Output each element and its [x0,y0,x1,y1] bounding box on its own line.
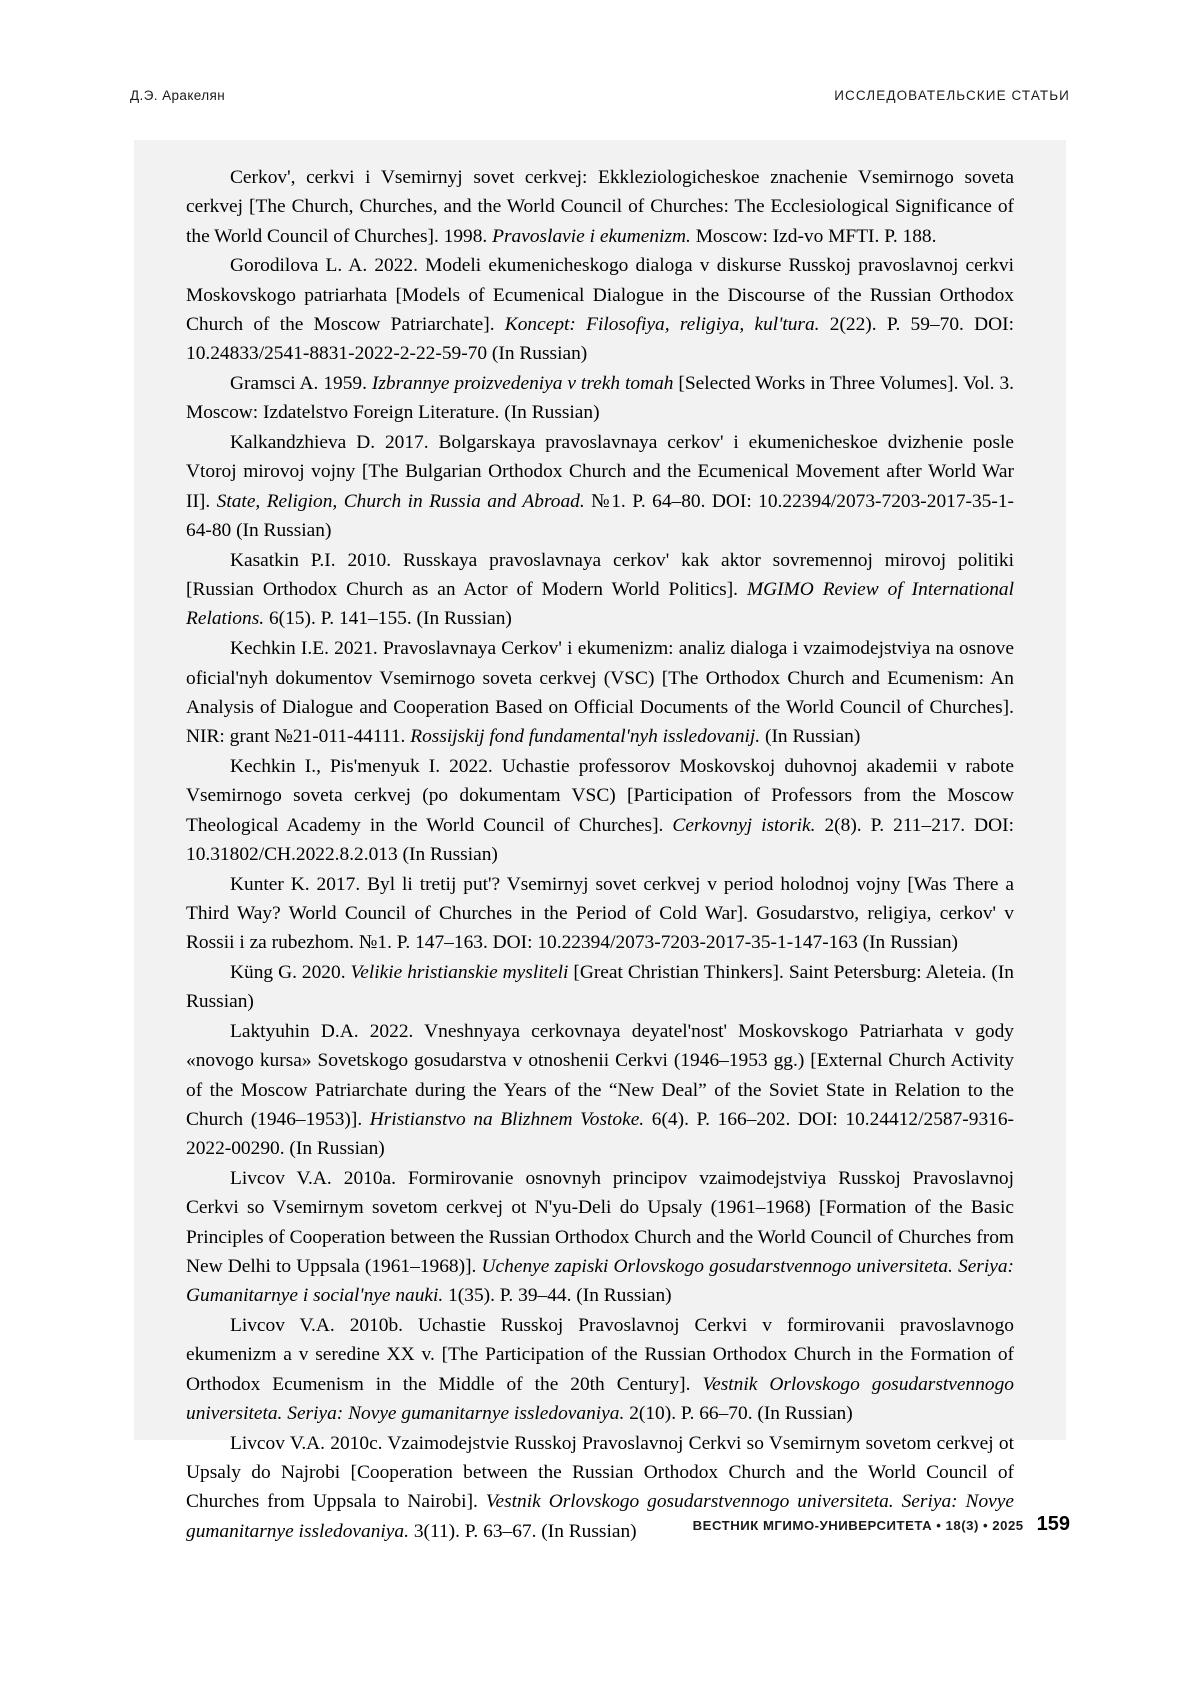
running-head-section: ИССЛЕДОВАТЕЛЬСКИЕ СТАТЬИ [834,88,1070,103]
reference-entry: Kalkandzhieva D. 2017. Bolgarskaya pravoslavnaya cerkov' i ekumenicheskoe dvizhenie posle Vtoroj mirovoj vojny [The Bulgarian Orthodox Church and the Ecumenical Movement after World War II]. State, Religion, Church in Russia and Abroad. №1. P. 64–80. DOI: 10.22394/2073-7203-2017-35-1-64-80 (In Russian) [186,432,1014,542]
reference-entry: Livcov V.A. 2010b. Uchastie Russkoj Pravoslavnoj Cerkvi v formirovanii pravoslavnogo ekumenizm a v seredine XX v. [The Participation of the Russian Orthodox Church in the Formation of Orthodox Ecumenism in the Middle of the 20th Century]. Vestnik Orlovskogo gosudarstvennogo universiteta. Seriya: Novye gumanitarnye issledovaniya. 2(10). P. 66–70. (In Russian) [186,1315,1014,1424]
reference-entry: Kasatkin P.I. 2010. Russkaya pravoslavnaya cerkov' kak aktor sovremennoj mirovoj politiki [Russian Orthodox Church as an Actor of Modern World Politics]. MGIMO Review of International Relations. 6(15). P. 141–155. (In Russian) [186,549,1015,630]
page-number: 159 [1036,1513,1070,1535]
reference-entry: Kechkin I.E. 2021. Pravoslavnaya Cerkov' i ekumenizm: analiz dialoga i vzaimodejstviya na osnove oficial'nyh dokumentov Vsemirnogo soveta cerkvej (VSC) [The Orthodox Church and Ecumenism: An Analysis of Dialogue and Cooperation Based on Official Documents of the World Council of Churches]. NIR: grant №21-011-44111. Rossijskij fond fundamental'nyh issledovanij. (In Russian) [186,638,1014,748]
footer-journal-info: ВЕСТНИК МГИМО-УНИВЕРСИТЕТА • 18(3) • 2025 [692,1518,1024,1533]
reference-entry: Kunter K. 2017. Byl li tretij put'? Vsemirnyj sovet cerkvej v period holodnoj vojny [Was There a Third Way? World Council of Churches in the Period of Cold War]. Gosudarstvo, religiya, cerkov' v Rossii i za rubezhom. №1. P. 147–163. DOI: 10.22394/2073-7203-2017-35-1-147-163 (In Russian) [186,873,1014,954]
reference-entry: Livcov V.A. 2010c. Vzaimodejstvie Russkoj Pravoslavnoj Cerkvi so Vsemirnym sovetom cerkvej ot Upsaly do Najrobi [Cooperation between the Russian Orthodox Church and the World Council of Churches from Uppsala to Nairobi]. Vestnik Orlovskogo gosudarstvennogo universiteta. Seriya: Novye gumanitarnye issledovaniya. 3(11). P. 63–67. (In Russian) [186,1432,1014,1542]
reference-entry: Livcov V.A. 2010a. Formirovanie osnovnyh principov vzaimodejstviya Russkoj Pravoslavnoj Cerkvi so Vsemirnym sovetom cerkvej ot N'yu-Deli do Upsaly (1961–1968) [Formation of the Basic Principles of Cooperation between the Russian Orthodox Church and the World Council of Churches from New Delhi to Uppsala (1961–1968)]. Uchenye zapiski Orlovskogo gosudarstvennogo universiteta. Seriya: Gumanitarnye i social'nye nauki. 1(35). P. 39–44. (In Russian) [186,1168,1014,1307]
reference-entry: Laktyuhin D.A. 2022. Vneshnyaya cerkovnaya deyatel'nost' Moskovskogo Patriarhata v gody «novogo kursa» Sovetskogo gosudarstva v otnoshenii Cerkvi (1946–1953 gg.) [External Church Activity of the Moscow Patriarchate during the Years of the “New Deal” of the Soviet State in Relation to the Church (1946–1953)]. Hristianstvo na Blizhnem Vostoke. 6(4). P. 166–202. DOI: 10.24412/2587-9316-2022-00290. (In Russian) [186,1021,1014,1160]
page-footer [693,1513,1070,1536]
reference-entry: Gorodilova L. A. 2022. Modeli ekumenicheskogo dialoga v diskurse Russkoj pravoslavnoj cerkvi Moskovskogo patriarhata [Models of Ecumenical Dialogue in the Discourse of the Russian Orthodox Church of the Moscow Patriarchate]. Koncept: Filosofiya, religiya, kul'tura. 2(22). P. 59–70. DOI: 10.24833/2541-8831-2022-2-22-59-70 (In Russian) [186,255,1014,365]
reference-entry: Gramsci A. 1959. Izbrannye proizvedeniya v trekh tomah [Selected Works in Three Volumes]. Vol. 3. Moscow: Izdatelstvo Foreign Literature. (In Russian) [186,373,1014,424]
reference-entry: Küng G. 2020. Velikie hristianskie mysliteli [Great Christian Thinkers]. Saint Petersburg: Aleteia. (In Russian) [186,962,1014,1013]
running-head [130,88,1070,103]
reference-entry: Kechkin I., Pis'menyuk I. 2022. Uchastie professorov Moskovskoj duhovnoj akademii v rabote Vsemirnogo soveta cerkvej (po dokumentam VSC) [Participation of Professors from the Moscow Theological Academy in the World Council of Churches]. Cerkovnyj istorik. 2(8). P. 211–217. DOI: 10.31802/CH.2022.8.2.013 (In Russian) [186,755,1014,865]
references-list [186,163,1014,1546]
reference-entry: Cerkov', cerkvi i Vsemirnyj sovet cerkvej: Ekkleziologicheskoe znachenie Vsemirnogo soveta cerkvej [The Church, Churches, and the World Council of Churches: The Ecclesiological Significance of the World Council of Churches]. 1998. Pravoslavie i ekumenizm. Moscow: Izd-vo MFTI. P. 188. [186,167,1014,247]
running-head-author: Д.Э. Аракелян [130,88,226,103]
